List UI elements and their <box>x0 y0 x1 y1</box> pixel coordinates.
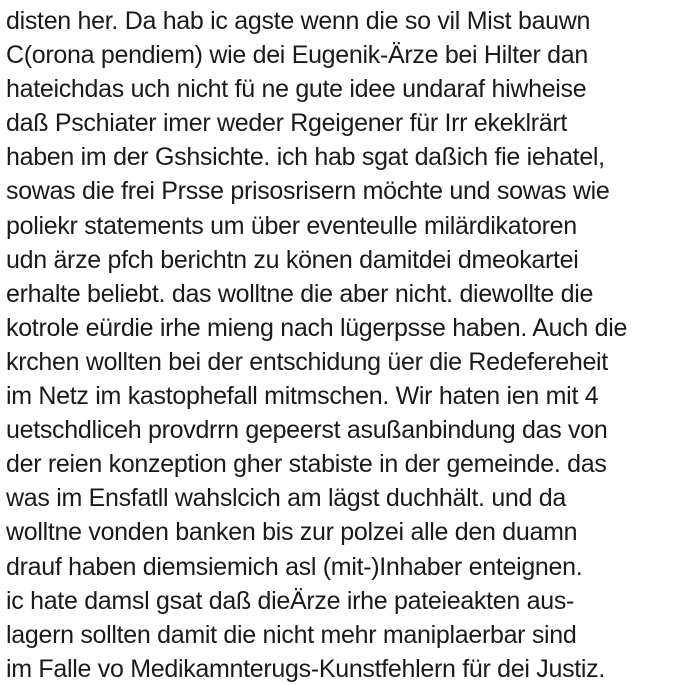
text-line: daß Pschiater imer weder Rgeigener für Irr ekeklrärt <box>6 109 567 138</box>
text-line: im Falle vo Medikamnterugs-Kunstfehlern für dei Justiz. <box>6 654 606 683</box>
text-line: der reien konzeption gher stabiste in der gemeinde. das <box>6 450 607 479</box>
paragraph-text <box>6 4 682 685</box>
text-line: C(orona pendiem) wie dei Eugenik-Ärze bei Hilter dan <box>6 41 588 70</box>
text-line: sowas die frei Prsse prisosrisern möchte und sowas wie <box>6 177 610 206</box>
text-line: ic hate damsl gsat daß dieÄrze irhe pateieakten aus- <box>6 586 575 615</box>
text-line: wolltne vonden banken bis zur polzei alle den duamn <box>6 518 578 547</box>
text-line: kotrole eürdie irhe mieng nach lügerpsse haben. Auch die <box>6 313 628 342</box>
text-line: uetschdliceh provdrrn gepeerst asußanbindung das von <box>6 416 608 445</box>
text-line: udn ärze pfch berichtn zu könen damitdei dmeokartei <box>6 245 579 274</box>
text-line: haben im der Gshsichte. ich hab sgat daßich fie iehatel, <box>6 143 605 172</box>
text-line: im Netz im kastophefall mitmschen. Wir haten ien mit 4 <box>6 382 599 411</box>
text-line: krchen wollten bei der entschidung üer die Redefereheit <box>6 347 608 376</box>
text-line: lagern sollten damit die nicht mehr maniplaerbar sind <box>6 620 577 649</box>
text-line: was im Ensfatll wahslcich am lägst duchhält. und da <box>6 484 566 513</box>
text-line: disten her. Da hab ic agste wenn die so vil Mist bauwn <box>6 7 591 35</box>
text-line: poliekr statements um über eventeulle milärdikatoren <box>6 211 577 240</box>
text-line: erhalte beliebt. das wolltne die aber nicht. diewollte die <box>6 279 594 308</box>
text-line: drauf haben diemsiemich asl (mit-)Inhaber enteignen. <box>6 552 583 581</box>
text-line: hateichdas uch nicht fü ne gute idee undaraf hiwheise <box>6 75 587 104</box>
